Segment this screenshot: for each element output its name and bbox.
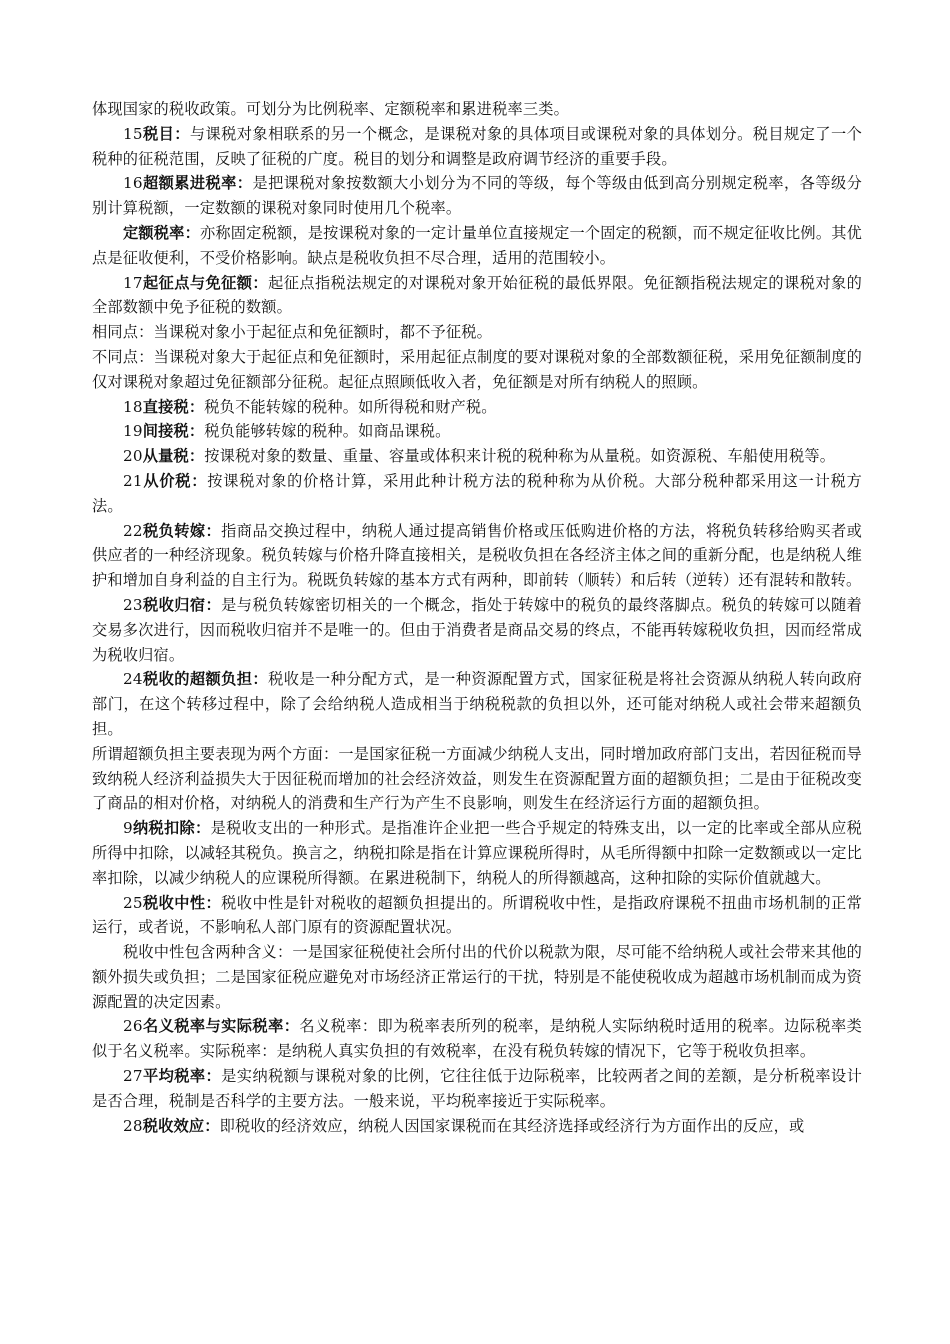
term-heading: 起征点与免征额： xyxy=(142,273,269,292)
paragraph-num: 25 xyxy=(123,893,143,912)
paragraph xyxy=(92,1014,862,1064)
paragraph-text: 是实纳税额与课税对象的比例，它往往低于边际税率，比较两者之间的差额，是分析税率设计是否合理，税制是否科学的主要方法。一般来说，平均税率接近于实际税率。 xyxy=(92,1067,863,1110)
paragraph-text: 即税收的经济效应，纳税人因国家课税而在其经济选择或经济行为方面作出的反应，或 xyxy=(219,1116,805,1135)
term-heading: 税收的超额负担： xyxy=(142,670,269,689)
paragraph-num: 9 xyxy=(123,819,133,838)
paragraph xyxy=(92,1114,862,1139)
term-heading: 税收效应： xyxy=(142,1116,220,1135)
paragraph xyxy=(92,419,862,444)
term-heading: 平均税率： xyxy=(142,1067,222,1086)
paragraph-num: 20 xyxy=(123,447,143,466)
paragraph xyxy=(92,816,862,890)
term-heading: 从价税： xyxy=(142,471,208,490)
paragraph-num: 21 xyxy=(123,471,143,490)
paragraph-text: 与课税对象相联系的另一个概念，是课税对象的具体项目或课税对象的具体划分。税目规定了一个税种的征税范围，反映了征税的广度。税目的划分和调整是政府调节经济的重要手段。 xyxy=(92,124,862,168)
term-heading: 税收归宿： xyxy=(142,595,222,614)
document-body xyxy=(92,97,862,1138)
term-heading: 直接税： xyxy=(142,397,205,416)
paragraph-text: 税收中性包含两种含义：一是国家征税使社会所付出的代价以税款为限，尽可能不给纳税人或社会带来其他的额外损失或负担；二是国家征税应避免对市场经济正常运行的干扰，特别是不能使税收成为超越市场机制而成为资源配置的决定因素。 xyxy=(92,943,862,1011)
paragraph xyxy=(92,97,862,122)
paragraph-num: 15 xyxy=(123,124,143,143)
paragraph-num: 24 xyxy=(123,670,143,689)
term-heading: 定额税率： xyxy=(123,223,200,242)
paragraph-text: 是税收支出的一种形式。是指准许企业把一些合乎规定的特殊支出，以一定的比率或全部从应税所得中扣除，以减轻其税负。换言之，纳税扣除是指在计算应课税所得时，从毛所得额中扣除一定数额或以一定比率扣除，以减少纳税人的应课税所得额。在累进税制下，纳税人的所得额越高，这种扣除的实际价值就越大。 xyxy=(92,819,863,887)
paragraph xyxy=(92,444,862,469)
paragraph-num: 17 xyxy=(123,273,143,292)
paragraph xyxy=(92,271,862,321)
paragraph xyxy=(92,940,862,1014)
paragraph xyxy=(92,891,862,941)
paragraph-text: 起征点指税法规定的对课税对象开始征税的最低界限。免征额指税法规定的课税对象的全部数额中免予征税的数额。 xyxy=(92,273,862,317)
paragraph-num: 23 xyxy=(123,595,143,614)
paragraph-text: 不同点：当课税对象大于起征点和免征额时，采用起征点制度的要对课税对象的全部数额征税，采用免征额制度的仅对课税对象超过免征额部分征税。起征点照顾低收入者，免征额是对所有纳税人的照顾。 xyxy=(92,347,862,391)
paragraph-num: 18 xyxy=(123,397,143,416)
paragraph xyxy=(92,667,862,741)
paragraph-text: 税收中性是针对税收的超额负担提出的。所谓税收中性，是指政府课税不扭曲市场机制的正常运行，或者说，不影响私人部门原有的资源配置状况。 xyxy=(92,893,863,937)
paragraph-text: 是与税负转嫁密切相关的一个概念，指处于转嫁中的税负的最终落脚点。税负的转嫁可以随着交易多次进行，因而税收归宿并不是唯一的。但由于消费者是商品交易的终点，不能再转嫁税收负担，因而经常成为税收归宿。 xyxy=(92,595,863,664)
paragraph-text: 税负不能转嫁的税种。如所得税和财产税。 xyxy=(204,397,497,416)
paragraph-text: 体现国家的税收政策。可划分为比例税率、定额税率和累进税率三类。 xyxy=(92,100,570,118)
term-heading: 超额累进税率： xyxy=(142,174,253,193)
paragraph-text: 名义税率：即为税率表所列的税率，是纳税人实际纳税时适用的税率。边际税率类似于名义税率。实际税率：是纳税人真实负担的有效税率，在没有税负转嫁的情况下，它等于税收负担率。 xyxy=(92,1017,863,1061)
paragraph-text: 按课税对象的价格计算，采用此种计税方法的税种称为从价税。大部分税种都采用这一计税方法。 xyxy=(92,471,862,515)
paragraph xyxy=(92,345,862,395)
paragraph xyxy=(92,171,862,221)
term-heading: 税收中性： xyxy=(142,893,222,912)
paragraph-text: 税收是一种分配方式，是一种资源配置方式，国家征税是将社会资源从纳税人转向政府部门，在这个转移过程中，除了会给纳税人造成相当于纳税税款的负担以外，还可能对纳税人或社会带来超额负担。 xyxy=(92,670,862,738)
paragraph-text: 税负能够转嫁的税种。如商品课税。 xyxy=(204,422,451,441)
term-heading: 税负转嫁： xyxy=(142,521,222,540)
paragraph xyxy=(92,742,862,816)
term-heading: 纳税扣除： xyxy=(132,819,211,838)
paragraph xyxy=(92,519,862,593)
paragraph xyxy=(92,593,862,667)
paragraph xyxy=(92,469,862,519)
paragraph-num: 22 xyxy=(123,521,143,540)
paragraph xyxy=(92,221,862,271)
paragraph-num: 26 xyxy=(123,1017,143,1036)
term-heading: 从量税： xyxy=(142,447,205,466)
paragraph-num: 28 xyxy=(123,1116,143,1135)
paragraph xyxy=(92,1064,862,1114)
paragraph-text: 所谓超额负担主要表现为两个方面：一是国家征税一方面减少纳税人支出，同时增加政府部门支出，若因征税而导致纳税人经济利益损失大于因征税而增加的社会经济效益，则发生在资源配置方面的超额负担；二是由于征税改变了商品的相对价格，对纳税人的消费和生产行为产生不良影响，则发生在经济运行方面的超额负担。 xyxy=(92,744,862,813)
paragraph xyxy=(92,122,862,172)
paragraph-text: 指商品交换过程中，纳税人通过提高销售价格或压低购进价格的方法，将税负转移给购买者或供应者的一种经济现象。税负转嫁与价格升降直接相关，是税收负担在各经济主体之间的重新分配，也是纳税人维护和增加自身利益的自主行为。税既负转嫁的基本方式有两种，即前转（顺转）和后转（逆转）还有混转和散转。 xyxy=(92,521,863,590)
paragraph xyxy=(92,320,862,345)
paragraph-num: 16 xyxy=(123,174,143,193)
term-heading: 间接税： xyxy=(142,422,205,441)
paragraph-text: 相同点：当课税对象小于起征点和免征额时，都不予征税。 xyxy=(92,323,493,342)
paragraph-num: 27 xyxy=(123,1067,143,1086)
paragraph-num: 19 xyxy=(123,422,143,441)
term-heading: 税目： xyxy=(142,124,190,143)
paragraph-text: 亦称固定税额，是按课税对象的一定计量单位直接规定一个固定的税额，而不规定征收比例。其优点是征收便利，不受价格影响。缺点是税收负担不尽合理，适用的范围较小。 xyxy=(92,223,862,267)
paragraph-text: 按课税对象的数量、重量、容量或体积来计税的税种称为从量税。如资源税、车船使用税等。 xyxy=(204,447,836,466)
paragraph xyxy=(92,395,862,420)
paragraph-text: 是把课税对象按数额大小划分为不同的等级，每个等级由低到高分别规定税率，各等级分别计算税额，一定数额的课税对象同时使用几个税率。 xyxy=(92,174,862,218)
term-heading: 名义税率与实际税率： xyxy=(142,1017,300,1036)
